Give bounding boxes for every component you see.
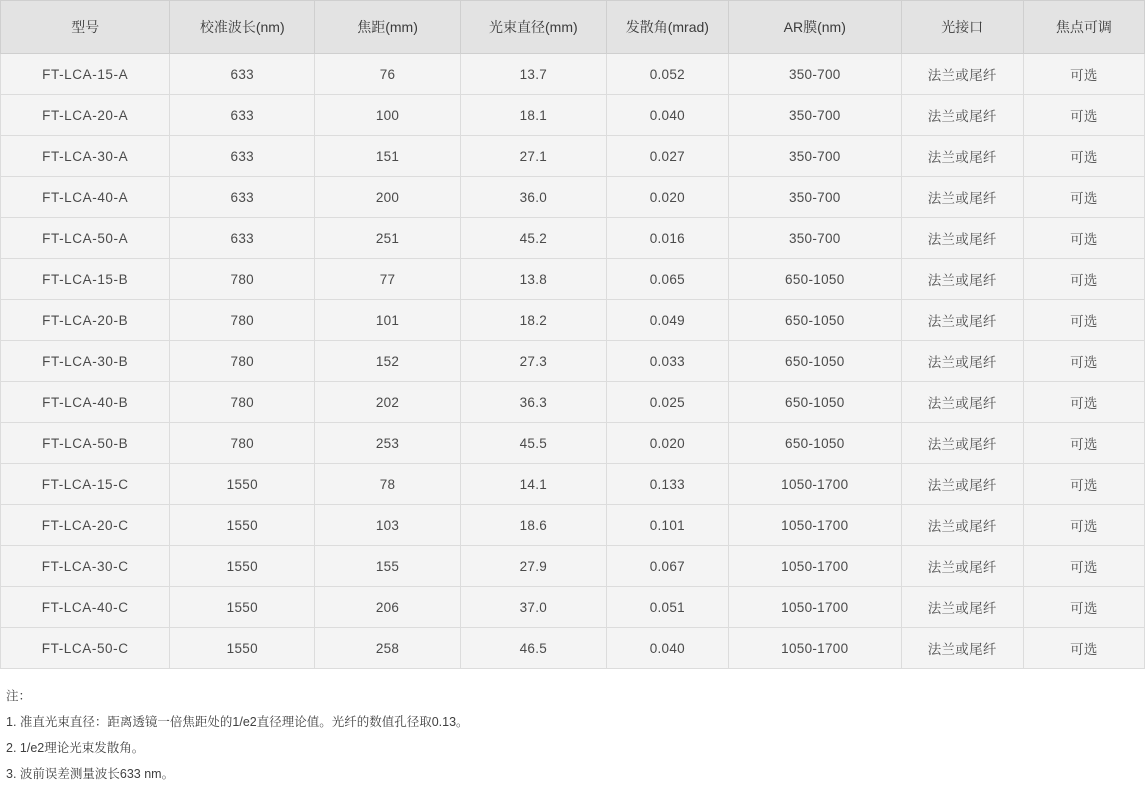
cell-focal-length: 103	[315, 505, 461, 546]
note-item-2: 2. 1/e2理论光束发散角。	[6, 741, 145, 755]
cell-focal-length: 78	[315, 464, 461, 505]
cell-model: FT-LCA-20-B	[1, 300, 170, 341]
cell-optical-interface: 法兰或尾纤	[901, 505, 1023, 546]
table-row	[1, 464, 1145, 505]
cell-beam-diameter: 18.1	[460, 95, 606, 136]
cell-model: FT-LCA-40-A	[1, 177, 170, 218]
cell-focal-length: 251	[315, 218, 461, 259]
cell-focus-adjustable: 可选	[1023, 546, 1144, 587]
cell-focus-adjustable: 可选	[1023, 300, 1144, 341]
cell-divergence: 0.020	[606, 177, 728, 218]
cell-focus-adjustable: 可选	[1023, 177, 1144, 218]
cell-focus-adjustable: 可选	[1023, 628, 1144, 669]
cell-focus-adjustable: 可选	[1023, 505, 1144, 546]
cell-ar-coating: 1050-1700	[728, 505, 901, 546]
cell-optical-interface: 法兰或尾纤	[901, 177, 1023, 218]
cell-calibration-wavelength: 780	[170, 382, 315, 423]
cell-beam-diameter: 14.1	[460, 464, 606, 505]
cell-focus-adjustable: 可选	[1023, 54, 1144, 95]
column-header-ar-coating: AR膜(nm)	[728, 1, 901, 54]
cell-focal-length: 155	[315, 546, 461, 587]
cell-divergence: 0.101	[606, 505, 728, 546]
cell-divergence: 0.016	[606, 218, 728, 259]
cell-model: FT-LCA-15-B	[1, 259, 170, 300]
cell-optical-interface: 法兰或尾纤	[901, 218, 1023, 259]
cell-calibration-wavelength: 780	[170, 423, 315, 464]
cell-beam-diameter: 18.2	[460, 300, 606, 341]
cell-beam-diameter: 27.9	[460, 546, 606, 587]
cell-beam-diameter: 36.0	[460, 177, 606, 218]
cell-optical-interface: 法兰或尾纤	[901, 341, 1023, 382]
column-header-calibration-wavelength: 校准波长(nm)	[170, 1, 315, 54]
table-row	[1, 546, 1145, 587]
cell-calibration-wavelength: 633	[170, 136, 315, 177]
cell-calibration-wavelength: 780	[170, 341, 315, 382]
table-row	[1, 382, 1145, 423]
cell-ar-coating: 650-1050	[728, 259, 901, 300]
cell-focal-length: 77	[315, 259, 461, 300]
cell-calibration-wavelength: 1550	[170, 546, 315, 587]
table-row	[1, 177, 1145, 218]
cell-focal-length: 152	[315, 341, 461, 382]
column-header-divergence: 发散角(mrad)	[606, 1, 728, 54]
cell-ar-coating: 350-700	[728, 95, 901, 136]
cell-divergence: 0.133	[606, 464, 728, 505]
table-row	[1, 505, 1145, 546]
table-row	[1, 423, 1145, 464]
cell-model: FT-LCA-40-B	[1, 382, 170, 423]
cell-ar-coating: 350-700	[728, 218, 901, 259]
cell-model: FT-LCA-40-C	[1, 587, 170, 628]
cell-calibration-wavelength: 780	[170, 259, 315, 300]
cell-calibration-wavelength: 1550	[170, 464, 315, 505]
cell-divergence: 0.020	[606, 423, 728, 464]
table-row	[1, 587, 1145, 628]
cell-focal-length: 100	[315, 95, 461, 136]
cell-focus-adjustable: 可选	[1023, 218, 1144, 259]
cell-ar-coating: 650-1050	[728, 341, 901, 382]
cell-focus-adjustable: 可选	[1023, 587, 1144, 628]
cell-model: FT-LCA-20-A	[1, 95, 170, 136]
note-item-1: 1. 准直光束直径：距离透镜一倍焦距处的1/e2直径理论值。光纤的数值孔径取0.13。	[6, 715, 469, 729]
cell-model: FT-LCA-20-C	[1, 505, 170, 546]
cell-calibration-wavelength: 780	[170, 300, 315, 341]
cell-model: FT-LCA-50-C	[1, 628, 170, 669]
cell-beam-diameter: 27.3	[460, 341, 606, 382]
cell-optical-interface: 法兰或尾纤	[901, 382, 1023, 423]
cell-optical-interface: 法兰或尾纤	[901, 54, 1023, 95]
column-header-model: 型号	[1, 1, 170, 54]
cell-ar-coating: 1050-1700	[728, 587, 901, 628]
table-row	[1, 54, 1145, 95]
cell-calibration-wavelength: 1550	[170, 505, 315, 546]
cell-optical-interface: 法兰或尾纤	[901, 546, 1023, 587]
cell-divergence: 0.065	[606, 259, 728, 300]
cell-beam-diameter: 36.3	[460, 382, 606, 423]
cell-optical-interface: 法兰或尾纤	[901, 95, 1023, 136]
cell-model: FT-LCA-30-C	[1, 546, 170, 587]
cell-divergence: 0.027	[606, 136, 728, 177]
table-row	[1, 300, 1145, 341]
cell-model: FT-LCA-50-A	[1, 218, 170, 259]
cell-divergence: 0.049	[606, 300, 728, 341]
cell-model: FT-LCA-15-C	[1, 464, 170, 505]
cell-divergence: 0.040	[606, 628, 728, 669]
cell-beam-diameter: 27.1	[460, 136, 606, 177]
cell-focus-adjustable: 可选	[1023, 259, 1144, 300]
cell-calibration-wavelength: 1550	[170, 628, 315, 669]
cell-calibration-wavelength: 633	[170, 177, 315, 218]
note-item-3: 3. 波前误差测量波长633 nm。	[6, 767, 175, 781]
cell-optical-interface: 法兰或尾纤	[901, 136, 1023, 177]
cell-ar-coating: 650-1050	[728, 382, 901, 423]
cell-focal-length: 202	[315, 382, 461, 423]
cell-focal-length: 76	[315, 54, 461, 95]
cell-ar-coating: 350-700	[728, 136, 901, 177]
cell-divergence: 0.067	[606, 546, 728, 587]
table-body	[1, 54, 1145, 669]
table-header	[1, 1, 1145, 54]
cell-divergence: 0.052	[606, 54, 728, 95]
column-header-focus-adjustable: 焦点可调	[1023, 1, 1144, 54]
cell-calibration-wavelength: 633	[170, 218, 315, 259]
table-row	[1, 218, 1145, 259]
cell-ar-coating: 350-700	[728, 177, 901, 218]
notes-title: 注：	[6, 689, 32, 703]
cell-focus-adjustable: 可选	[1023, 341, 1144, 382]
cell-divergence: 0.033	[606, 341, 728, 382]
table-row	[1, 136, 1145, 177]
cell-ar-coating: 350-700	[728, 54, 901, 95]
cell-focal-length: 101	[315, 300, 461, 341]
column-header-focal-length: 焦距(mm)	[315, 1, 461, 54]
cell-focal-length: 206	[315, 587, 461, 628]
cell-optical-interface: 法兰或尾纤	[901, 300, 1023, 341]
cell-calibration-wavelength: 633	[170, 54, 315, 95]
cell-optical-interface: 法兰或尾纤	[901, 259, 1023, 300]
cell-focus-adjustable: 可选	[1023, 464, 1144, 505]
cell-focus-adjustable: 可选	[1023, 95, 1144, 136]
cell-ar-coating: 1050-1700	[728, 546, 901, 587]
cell-model: FT-LCA-30-A	[1, 136, 170, 177]
cell-focus-adjustable: 可选	[1023, 423, 1144, 464]
notes-section	[0, 669, 1148, 787]
table-header-row	[1, 1, 1145, 54]
cell-model: FT-LCA-50-B	[1, 423, 170, 464]
table-row	[1, 95, 1145, 136]
cell-focal-length: 200	[315, 177, 461, 218]
cell-focal-length: 253	[315, 423, 461, 464]
table-row	[1, 259, 1145, 300]
cell-divergence: 0.040	[606, 95, 728, 136]
cell-model: FT-LCA-30-B	[1, 341, 170, 382]
cell-calibration-wavelength: 1550	[170, 587, 315, 628]
cell-ar-coating: 1050-1700	[728, 628, 901, 669]
cell-focus-adjustable: 可选	[1023, 136, 1144, 177]
column-header-beam-diameter: 光束直径(mm)	[460, 1, 606, 54]
cell-optical-interface: 法兰或尾纤	[901, 628, 1023, 669]
cell-divergence: 0.025	[606, 382, 728, 423]
cell-focus-adjustable: 可选	[1023, 382, 1144, 423]
cell-optical-interface: 法兰或尾纤	[901, 464, 1023, 505]
cell-optical-interface: 法兰或尾纤	[901, 587, 1023, 628]
cell-calibration-wavelength: 633	[170, 95, 315, 136]
cell-model: FT-LCA-15-A	[1, 54, 170, 95]
cell-optical-interface: 法兰或尾纤	[901, 423, 1023, 464]
cell-beam-diameter: 13.7	[460, 54, 606, 95]
cell-beam-diameter: 13.8	[460, 259, 606, 300]
cell-ar-coating: 650-1050	[728, 423, 901, 464]
table-row	[1, 341, 1145, 382]
cell-beam-diameter: 37.0	[460, 587, 606, 628]
cell-beam-diameter: 46.5	[460, 628, 606, 669]
cell-focal-length: 258	[315, 628, 461, 669]
cell-beam-diameter: 45.2	[460, 218, 606, 259]
cell-ar-coating: 1050-1700	[728, 464, 901, 505]
cell-beam-diameter: 45.5	[460, 423, 606, 464]
column-header-optical-interface: 光接口	[901, 1, 1023, 54]
cell-ar-coating: 650-1050	[728, 300, 901, 341]
table-row	[1, 628, 1145, 669]
cell-focal-length: 151	[315, 136, 461, 177]
cell-divergence: 0.051	[606, 587, 728, 628]
cell-beam-diameter: 18.6	[460, 505, 606, 546]
